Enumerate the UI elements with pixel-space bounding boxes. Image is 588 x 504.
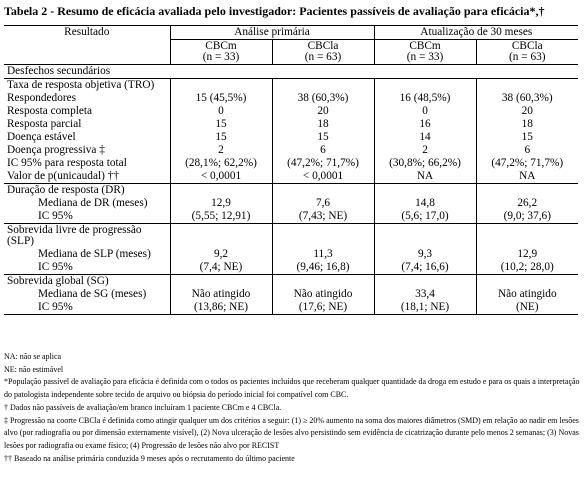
footnotes — [4, 351, 580, 465]
footnote: † Dados não passíveis de avaliação/em branco incluíram 1 paciente CBCm e 4 CBCla. — [4, 402, 282, 412]
table-row: IC 95% para resposta total (28,1%; 62,2%) (47,2%; 71,7%) (30,8%; 66,2%) (47,2%; 71,7%) — [4, 157, 578, 170]
header-col2: CBCla (n = 63) — [272, 40, 374, 65]
table-row: IC 95% (13,86; NE) (17,6; NE) (18,1; NE) (NE) — [4, 301, 578, 315]
table-title: Tabela 2 - Resumo de eficácia avaliada pelo investigador: Pacientes passíveis de avaliação para eficácia*,† — [4, 4, 545, 18]
header-col4: CBCla (n = 63) — [476, 40, 578, 65]
dr-label: Duração de resposta (DR) — [7, 184, 125, 196]
efficacy-table — [4, 25, 578, 315]
table-row: IC 95% (7,4; NE) (9,46; 16,8) (7,4; 16,6) (10,2; 28,0) — [4, 261, 578, 275]
header-atualizacao-30-meses: Atualização de 30 meses — [374, 26, 578, 40]
footnote: †† Baseado na análise primária conduzida 9 meses após o recrutamento do último paciente — [4, 453, 295, 463]
sg-title-row — [4, 275, 578, 289]
header-col3: CBCm (n = 33) — [374, 40, 476, 65]
header-row-groups — [4, 26, 578, 40]
slp-title-row — [4, 224, 578, 249]
table-row: Mediana de DR (meses) 12,9 7,6 14,8 26,2 — [4, 197, 578, 210]
table-row: Respondedores 15 (45,5%) 38 (60,3%) 16 (48,5%) 38 (60,3%) — [4, 92, 578, 105]
section-secundarios: Desfechos secundários — [4, 65, 578, 79]
header-resultado: Resultado — [4, 26, 170, 65]
tro-label: Taxa de resposta objetiva (TRO) — [7, 79, 155, 91]
table-row: IC 95% (5,55; 12,91) (7,43; NE) (5,6; 17,0) (9,0; 37,6) — [4, 210, 578, 224]
table-row: Doença estável 15 15 14 15 — [4, 131, 578, 144]
tro-title-row — [4, 79, 578, 93]
dr-title-row — [4, 184, 578, 198]
table-row: Valor de p(unicaudal) †† < 0,0001 < 0,0001 NA NA — [4, 170, 578, 184]
table-row: Mediana de SG (meses) Não atingido Não atingido 33,4 Não atingido — [4, 288, 578, 301]
table-row: Resposta completa 0 20 0 20 — [4, 105, 578, 118]
header-analise-primaria: Análise primária — [170, 26, 374, 40]
footnote: NA: não se aplica — [4, 352, 62, 361]
slp-label: Sobrevida livre de progressão (SLP) — [7, 224, 142, 247]
table-row: Resposta parcial 15 18 16 18 — [4, 118, 578, 131]
table-row: Mediana de SLP (meses) 9,2 11,3 9,3 12,9 — [4, 248, 578, 261]
section-row-secundarios — [4, 65, 578, 79]
footnote: ‡ Progressão na coorte CBCla é definida como atingir qualquer um dos critérios a seguir: (1) ≥ 20% aumento na soma dos maiores diâmetros (SMD) em relação ao nadir em lesões alvo (por radiografia ou por dimensão externamente visível), (2) Nova ulceração de lesões alvo persistindo sem evidência de cicatrização durante pelo menos 2 semanas; (3) Novas lesões por radiografia ou exame físico; (4) Progressão de lesões não alvo por RECIST — [4, 415, 579, 450]
footnote: *População passível de avaliação para eficácia é definida com o todos os pacientes incluídos que receberam qualquer quantidade da droga em estudo e para os quais a interpretação do patologista independente sobre tecido de arquivo ou biópsia do período inicial foi compatível com CBC. — [4, 377, 580, 400]
footnote: NE: não estimável — [4, 364, 64, 374]
sg-label: Sobrevida global (SG) — [7, 275, 109, 287]
table-row: Doença progressiva ‡ 2 6 2 6 — [4, 144, 578, 157]
header-col1: CBCm (n = 33) — [170, 40, 272, 65]
